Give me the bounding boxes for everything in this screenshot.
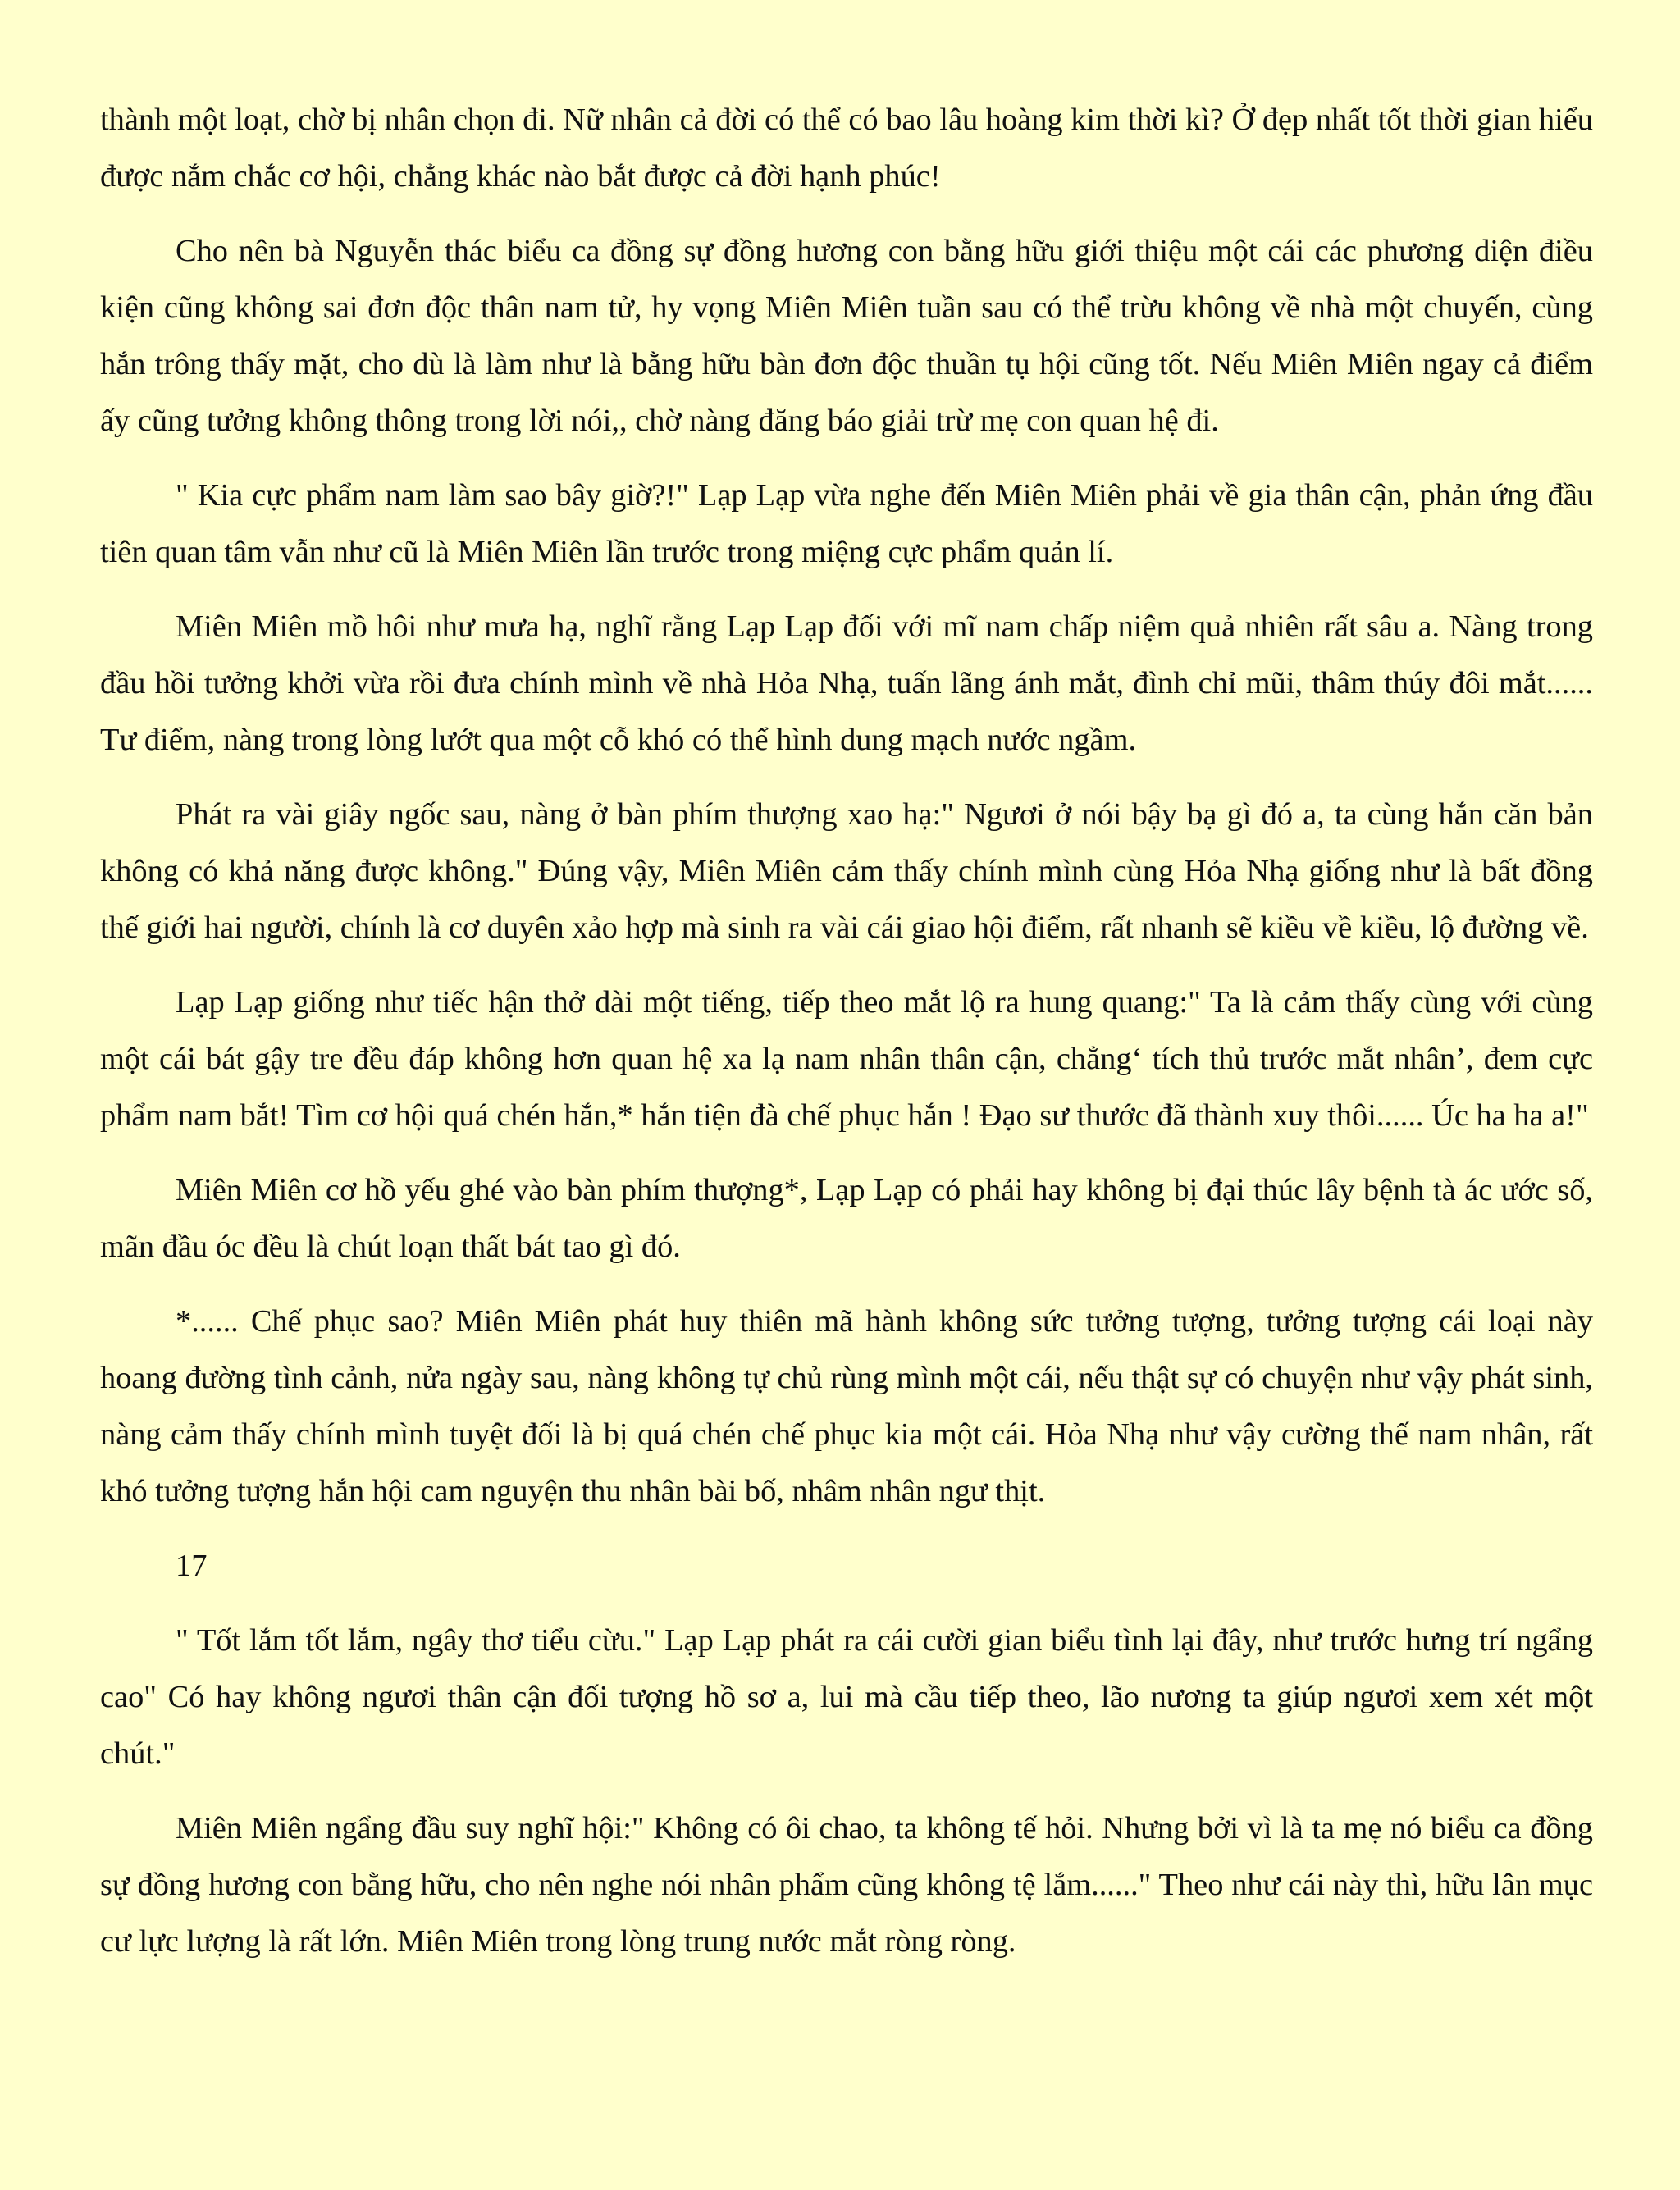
chapter-number: 17 — [176, 1549, 208, 1583]
paragraph-6: Lạp Lạp giống như tiếc hận thở dài một tiếng, tiếp theo mắt lộ ra hung quang:" Ta là cảm thấy cùng với cùng một cái bát gậy tre đều đáp không hơn quan hệ xa lạ nam nhân thân cận, chẳng‘ tích thủ trước mắt nhân’, đem cực phẩm nam bắt! Tìm cơ hội quá chén hắn,* hắn tiện đà chế phục hắn ! Đạo sư thước đã thành xuy thôi...... Úc ha ha a!" — [100, 985, 1593, 1133]
paragraph-8: *...... Chế phục sao? Miên Miên phát huy thiên mã hành không sức tưởng tượng, tưởng tượng cái loại này hoang đường tình cảnh, nửa ngày sau, nàng không tự chủ rùng mình một cái, nếu thật sự có chuyện như vậy phát sinh, nàng cảm thấy chính mình tuyệt đối là bị quá chén chế phục kia một cái. Hỏa Nhạ như vậy cường thế nam nhân, rất khó tưởng tượng hắn hội cam nguyện thu nhân bài bố, nhâm nhân ngư thịt. — [100, 1304, 1593, 1508]
paragraph-4: Miên Miên mồ hôi như mưa hạ, nghĩ rằng Lạp Lạp đối với mĩ nam chấp niệm quả nhiên rất sâu a. Nàng trong đầu hồi tưởng khởi vừa rồi đưa chính mình về nhà Hỏa Nhạ, tuấn lãng ánh mắt, đình chỉ mũi, thâm thúy đôi mắt...... Tư điểm, nàng trong lòng lướt qua một cỗ khó có thể hình dung mạch nước ngầm. — [100, 609, 1593, 757]
paragraph-10: Miên Miên ngẩng đầu suy nghĩ hội:" Không có ôi chao, ta không tế hỏi. Nhưng bởi vì là ta mẹ nó biểu ca đồng sự đồng hương con bằng hữu, cho nên nghe nói nhân phẩm cũng không tệ lắm......" Theo như cái này thì, hữu lân mục cư lực lượng là rất lớn. Miên Miên trong lòng trung nước mắt ròng ròng. — [100, 1811, 1593, 1959]
paragraph-9: " Tốt lắm tốt lắm, ngây thơ tiểu cừu." Lạp Lạp phát ra cái cười gian biểu tình lại đây, như trước hưng trí ngẩng cao" Có hay không ngươi thân cận đối tượng hồ sơ a, lui mà cầu tiếp theo, lão nương ta giúp ngươi xem xét một chút." — [100, 1623, 1593, 1771]
paragraph-5: Phát ra vài giây ngốc sau, nàng ở bàn phím thượng xao hạ:" Ngươi ở nói bậy bạ gì đó a, ta cùng hắn căn bản không có khả năng được không." Đúng vậy, Miên Miên cảm thấy chính mình cùng Hỏa Nhạ giống như là bất đồng thế giới hai người, chính là cơ duyên xảo hợp mà sinh ra vài cái giao hội điểm, rất nhanh sẽ kiều về kiều, lộ đường về. — [100, 797, 1593, 945]
paragraph-1: thành một loạt, chờ bị nhân chọn đi. Nữ nhân cả đời có thể có bao lâu hoàng kim thời kì? Ở đẹp nhất tốt thời gian hiểu được nắm chắc cơ hội, chẳng khác nào bắt được cả đời hạnh phúc! — [100, 103, 1593, 194]
paragraph-3: " Kia cực phẩm nam làm sao bây giờ?!" Lạp Lạp vừa nghe đến Miên Miên phải về gia thân cận, phản ứng đầu tiên quan tâm vẫn như cũ là Miên Miên lần trước trong miệng cực phẩm quản lí. — [100, 478, 1593, 569]
paragraph-7: Miên Miên cơ hồ yếu ghé vào bàn phím thượng*, Lạp Lạp có phải hay không bị đại thúc lây bệnh tà ác ước số, mãn đầu óc đều là chút loạn thất bát tao gì đó. — [100, 1173, 1593, 1264]
document-body — [100, 92, 1593, 1988]
paragraph-2: Cho nên bà Nguyễn thác biểu ca đồng sự đồng hương con bằng hữu giới thiệu một cái các phương diện điều kiện cũng không sai đơn độc thân nam tử, hy vọng Miên Miên tuần sau có thể trừu không về nhà một chuyến, cùng hắn trông thấy mặt, cho dù là làm như là bằng hữu bàn đơn độc thuần tụ hội cũng tốt. Nếu Miên Miên ngay cả điểm ấy cũng tưởng không thông trong lời nói,, chờ nàng đăng báo giải trừ mẹ con quan hệ đi. — [100, 234, 1593, 438]
